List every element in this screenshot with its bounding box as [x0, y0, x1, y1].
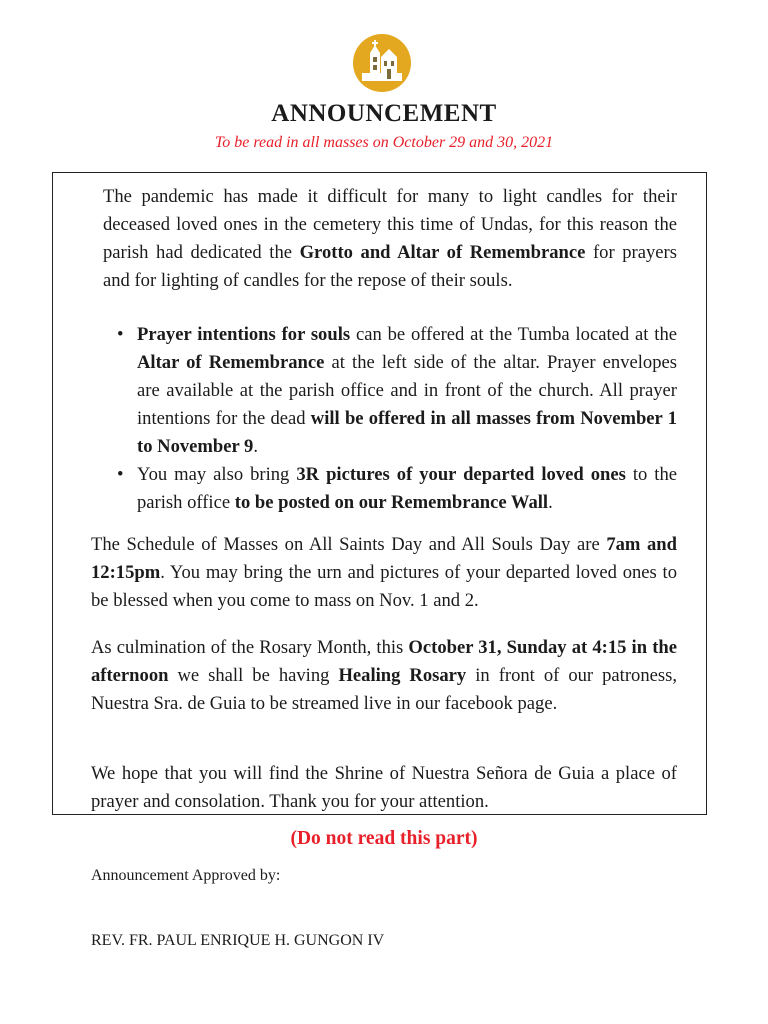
bold-text: will be offered in all masses from November 1 to November 9 [137, 408, 678, 457]
approved-by-label: Announcement Approved by: [91, 867, 281, 884]
church-seal-icon [352, 33, 412, 93]
text-run: We hope that you will find the Shrine of Nuestra Señora de Guia a place of prayer and consolation. Thank you for your attention. [91, 763, 677, 812]
bullet-icon: • [117, 464, 124, 485]
text-run: . [253, 436, 259, 457]
bullet-text [137, 324, 677, 457]
reading-instruction: To be read in all masses on October 29 and 30, 2021 [214, 134, 554, 151]
page-title: ANNOUNCEMENT [271, 100, 497, 127]
text-run: we shall be having [168, 665, 339, 686]
announcement-box [52, 172, 707, 815]
mass-schedule-paragraph [91, 531, 677, 615]
bullet-prayer-intentions [91, 321, 677, 461]
signer-name: REV. FR. PAUL ENRIQUE H. GUNGON IV [91, 932, 385, 949]
bold-text: Prayer intentions for souls [137, 324, 351, 345]
bold-text: October 31, Sunday at 4:15 in the afternoon [91, 637, 677, 686]
bullet-pictures [91, 461, 677, 517]
text-run: for prayers and for lighting of candles for the repose of their souls. [103, 242, 677, 291]
text-run: . You may bring the urn and pictures of your departed loved ones to be blessed when you come to mass on Nov. 1 and 2. [91, 562, 677, 611]
bullet-text [137, 464, 677, 513]
text-run: . [548, 492, 553, 513]
text-run: at the left side of the altar. Prayer envelopes are available at the parish office and in front of the church. All prayer intentions for the dead [137, 352, 677, 429]
bold-text: Altar of Remembrance [137, 352, 325, 373]
bullet-list [91, 321, 677, 517]
closing-paragraph [91, 760, 677, 816]
text-run: The Schedule of Masses on All Saints Day and All Souls Day are [91, 534, 607, 555]
text-run: in front of our patroness, Nuestra Sra. de Guia to be streamed live in our facebook page. [91, 665, 677, 714]
bold-text: Healing Rosary [338, 665, 467, 686]
bold-text: Grotto and Altar of Remembrance [299, 242, 586, 263]
intro-paragraph [103, 183, 677, 295]
parish-logo [352, 33, 412, 93]
bold-text: 3R pictures of your departed loved ones [296, 464, 626, 485]
bullet-icon: • [117, 324, 124, 345]
rosary-paragraph [91, 634, 677, 718]
text-run: As culmination of the Rosary Month, this [91, 637, 409, 658]
text-run: can be offered at the Tumba located at the [350, 324, 677, 345]
bold-text: 7am and 12:15pm [91, 534, 677, 583]
text-run: The pandemic has made it difficult for many to light candles for their deceased loved ones in the cemetery this time of Undas, for this reason the parish had dedicated the [103, 186, 677, 263]
bold-text: to be posted on our Remembrance Wall [234, 492, 549, 513]
text-run: to the parish office [137, 464, 678, 513]
do-not-read-note: (Do not read this part) [290, 828, 478, 849]
text-run: You may also bring [137, 464, 297, 485]
